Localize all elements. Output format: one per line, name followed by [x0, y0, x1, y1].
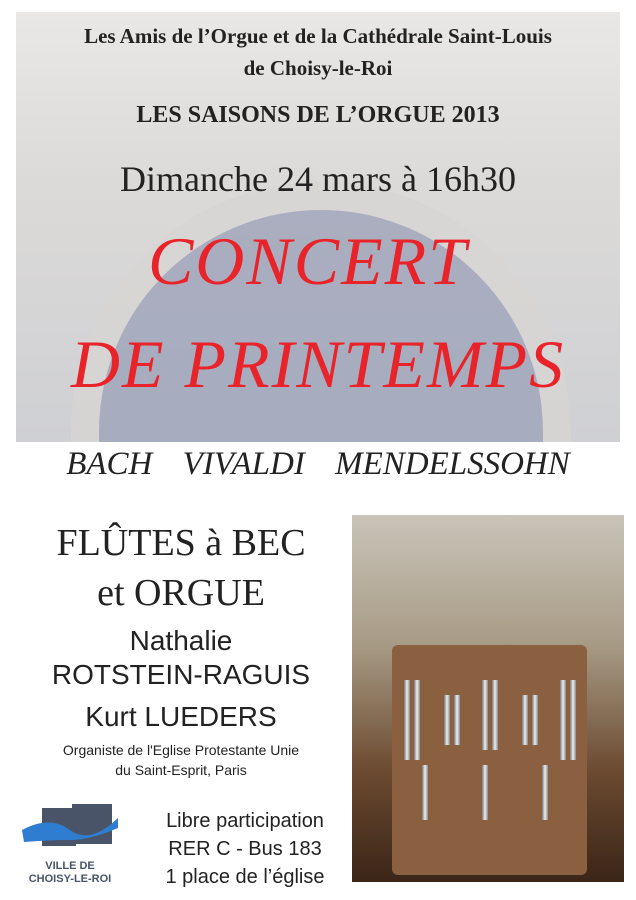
performer-2: Kurt LUEDERS	[85, 701, 277, 732]
city-logo	[20, 800, 120, 890]
practical-info	[130, 807, 360, 891]
event-date: Dimanche 24 mars à 16h30	[120, 159, 516, 199]
info-line2: RER C - Bus 183	[168, 838, 322, 860]
program	[0, 518, 362, 618]
organizer-line1: Les Amis de l’Orgue et de la Cathédrale Saint-Louis	[84, 24, 552, 48]
organ-photo	[352, 515, 624, 882]
info-line1: Libre participation	[166, 810, 324, 832]
city-logo-icon	[20, 800, 120, 855]
program-line2: et ORGUE	[97, 572, 265, 614]
logo-text-2: CHOISY-LE-ROI	[28, 873, 112, 885]
organizer-line2: de Choisy-le-Roi	[243, 56, 393, 80]
performer-2-role	[0, 740, 362, 780]
performer-1-last: ROTSTEIN-RAGUIS	[51, 659, 311, 690]
role-line1: Organiste de l'Eglise Protestante Unie	[62, 742, 300, 758]
organizer	[0, 20, 636, 84]
concert-title-line1: CONCERT	[147, 223, 469, 299]
composers: BACH VIVALDI MENDELSSOHN	[66, 446, 570, 482]
concert-title-line2: DE PRINTEMPS	[70, 326, 566, 402]
logo-text-1: VILLE DE	[45, 860, 95, 872]
performer-1-first: Nathalie	[129, 625, 233, 656]
role-line2: du Saint-Esprit, Paris	[115, 762, 247, 778]
season-title: LES SAISONS DE L’ORGUE 2013	[136, 102, 500, 128]
info-line3: 1 place de l’église	[165, 866, 325, 888]
performer-1	[0, 624, 362, 692]
program-line1: FLÛTES à BEC	[56, 522, 306, 564]
